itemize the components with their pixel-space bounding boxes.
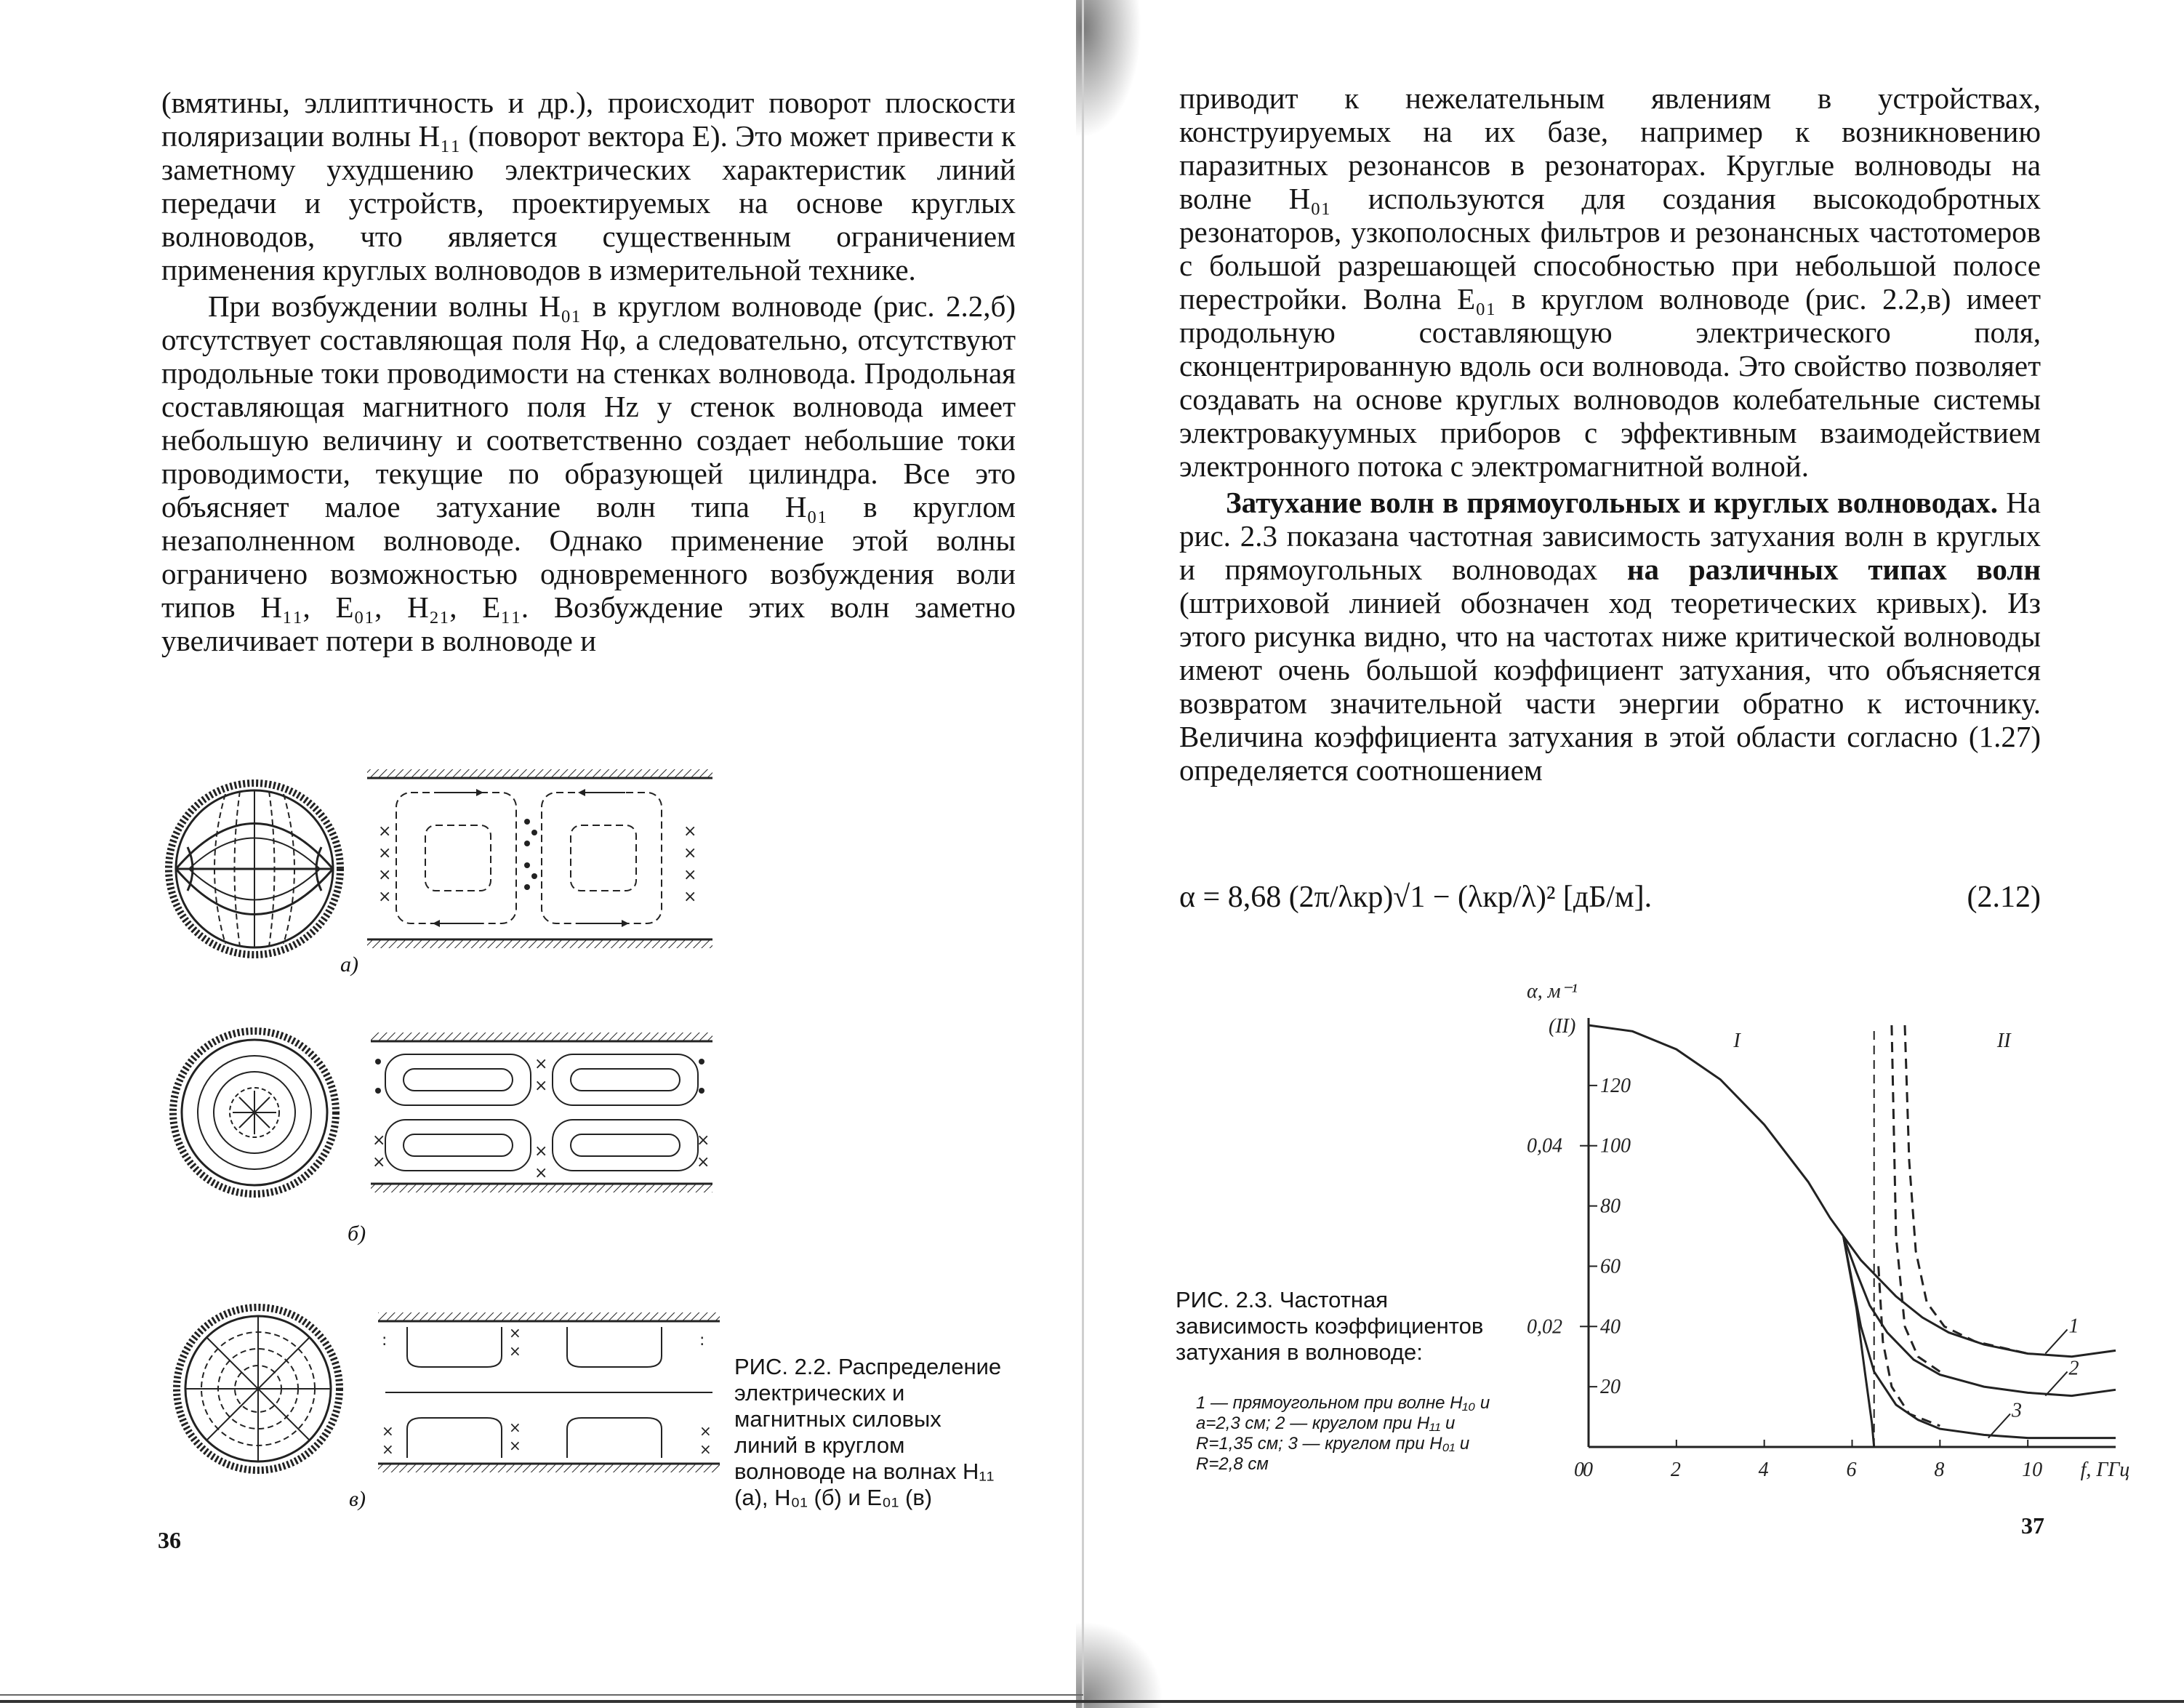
equation-formula: α = 8,68 (2π/λкр)√1 − (λкр/λ)² [дБ/м]. bbox=[1179, 881, 1653, 914]
svg-text:×: × bbox=[534, 1142, 548, 1160]
y-tick-label: 120 bbox=[1600, 1074, 1631, 1097]
fig-c-longitudinal bbox=[378, 1312, 720, 1472]
bottom-edge bbox=[0, 1700, 2184, 1703]
right-paragraph-2 bbox=[1179, 486, 2041, 787]
y-tick-label: 60 bbox=[1600, 1255, 1621, 1278]
series-line-1 bbox=[1843, 1236, 2116, 1357]
series-line-base bbox=[1589, 1025, 1843, 1236]
svg-text:×: × bbox=[696, 1131, 710, 1150]
left-paragraph-2: При возбуждении волны H₀₁ в круглом волноводе (рис. 2.2,б) отсутствует составляющая поля Hφ, а следовательно, отсутствуют продольные токи проводимости на стенках волновода. Продольная составляющая магнитного поля Hz у стенок волновода имеет небольшую величину и соответственно создает небольшие токи проводимости, текущие по образующей цилиндра. Все это объясняет малое затухание волн типа H₀₁ в круглом незаполненном волноводе. Однако применение этой волны ограничено возможностью одновременного возбуждения воли типов H₁₁, E₀₁, H₂₁, E₁₁. Возбуждение этих волн заметно увеличивает потери в волноводе и bbox=[161, 289, 1016, 657]
x-tick-label: 2 bbox=[1670, 1459, 1681, 1481]
book-spine bbox=[1082, 0, 1084, 1708]
figure-2-2-caption: РИС. 2.2. Распределение электрических и магнитных силовых линий в круглом волноводе на волнах H₁₁ (а), H₀₁ (б) и E₀₁ (в) bbox=[734, 1354, 1002, 1510]
svg-text:×: × bbox=[534, 1164, 548, 1182]
svg-text:×: × bbox=[378, 888, 392, 906]
svg-text:×: × bbox=[509, 1324, 521, 1342]
figure-2-3-caption: РИС. 2.3. Частотная зависимость коэффициентов затухания в волноводе: bbox=[1176, 1287, 1484, 1365]
fig-c-cross-section bbox=[177, 1307, 340, 1470]
page-number-right: 37 bbox=[2021, 1512, 2044, 1539]
svg-text:×: × bbox=[534, 1077, 548, 1095]
fig-a-cross-section bbox=[169, 783, 340, 955]
svg-text:×: × bbox=[683, 866, 697, 884]
series-line-theory-2 bbox=[1892, 1025, 1940, 1371]
x-tick-label: 8 bbox=[1934, 1459, 1945, 1481]
region-label-II: II bbox=[1996, 1030, 2011, 1052]
y-axis-secondary-label: (II) bbox=[1549, 1015, 1576, 1038]
curve-label-leader bbox=[1988, 1414, 2010, 1438]
svg-text:×: × bbox=[382, 1422, 394, 1440]
figure-2-3-legend: 1 — прямоугольном при волне H₁₀ и a=2,3 см; 2 — круглом при H₁₁ и R=1,35 см; 3 — круглом при H₀₁ и R=2,8 см bbox=[1196, 1393, 1490, 1474]
right-paragraph-2-bold: на различных типах волн bbox=[1626, 553, 2041, 586]
svg-text:×: × bbox=[372, 1153, 386, 1171]
series-line-theory-1 bbox=[1905, 1025, 2028, 1354]
bottom-edge-left bbox=[0, 1694, 1083, 1696]
svg-text:×: × bbox=[534, 1055, 548, 1073]
svg-text::: : bbox=[382, 1331, 388, 1350]
equation-2-12 bbox=[1179, 880, 2041, 918]
y-tick-label: 100 bbox=[1600, 1134, 1631, 1158]
svg-text:×: × bbox=[509, 1419, 521, 1436]
spine-shadow bbox=[1076, 0, 1141, 138]
fig-a-label: а) bbox=[340, 953, 358, 977]
svg-text:×: × bbox=[372, 1131, 386, 1150]
right-paragraph-2-rest: (штриховой линией обозначен ход теоретических кривых). Из этого рисунка видно, что на частотах ниже критической волноводы имеют очень большой коэффициент затухания, что объясняется возвратом значительной части энергии обратно к источнику. Величина коэффициента затухания в этой области согласно (1.27) определяется соотношением bbox=[1179, 586, 2041, 787]
svg-text:×: × bbox=[378, 844, 392, 862]
curve-label-leader bbox=[2045, 1329, 2067, 1353]
y-tick-label: 40 bbox=[1600, 1315, 1621, 1339]
svg-text:×: × bbox=[699, 1440, 712, 1458]
svg-text::: : bbox=[699, 1331, 705, 1350]
curve-label-leader bbox=[2045, 1371, 2067, 1395]
right-body-text bbox=[1179, 81, 2041, 787]
series-line-theory-3 bbox=[1879, 1266, 1940, 1426]
svg-text:×: × bbox=[509, 1342, 521, 1360]
spine-shadow-bottom bbox=[1076, 1621, 1163, 1708]
region-label-I: I bbox=[1733, 1030, 1741, 1052]
x-tick-label: 0 bbox=[1583, 1459, 1593, 1481]
page-number-left: 36 bbox=[158, 1527, 181, 1553]
y-secondary-tick-label: 0,02 bbox=[1527, 1315, 1562, 1339]
svg-text:×: × bbox=[699, 1422, 712, 1440]
x-tick-label: 6 bbox=[1846, 1459, 1857, 1481]
right-paragraph-1: приводит к нежелательным явлениям в устройствах, конструируемых на их базе, например к возникновению паразитных резонансов в резонаторах. Круглые волноводы на волне H₀₁ используются для создания высокодобротных резонаторов, узкополосных фильтров и резонансных частотомеров с большой разрешающей способностью при небольшой полосе перестройки. Волна E₀₁ в круглом волноводе (рис. 2.2,в) имеет продольную составляющую электрического поля, сконцентрированную вдоль оси волновода. Это свойство позволяет создавать на основе круглых волноводов колебательные системы электровакуумных приборов с эффективным взаимодействием электронного потока с электромагнитной волной. bbox=[1179, 81, 2041, 483]
y-axis-label: α, м⁻¹ bbox=[1527, 980, 1578, 1003]
left-body-text bbox=[161, 86, 1016, 657]
figure-2-2 bbox=[160, 749, 742, 1520]
y-secondary-tick-label: 0,04 bbox=[1527, 1134, 1562, 1158]
fig-b-cross-section bbox=[173, 1031, 336, 1194]
svg-text:×: × bbox=[683, 888, 697, 906]
x-axis-label: f, ГГц bbox=[2080, 1459, 2130, 1481]
x-tick-label-origin: 0 bbox=[1574, 1459, 1584, 1481]
y-tick-label: 20 bbox=[1600, 1376, 1621, 1399]
fig-a-longitudinal bbox=[367, 769, 712, 948]
curve-label: 3 bbox=[2012, 1399, 2022, 1422]
svg-text:×: × bbox=[509, 1437, 521, 1454]
section-heading: Затухание волн в прямоугольных и круглых волноводах. bbox=[1226, 486, 1998, 519]
curve-label: 1 bbox=[2068, 1315, 2079, 1338]
right-paragraph-2-body: На рис. 2.3 показана частотная зависимость затухания волн в круглых и прямоугольных волноводах bbox=[1179, 486, 2041, 586]
figure-2-3-chart bbox=[1519, 967, 2174, 1491]
svg-text:×: × bbox=[378, 822, 392, 841]
svg-text:×: × bbox=[378, 866, 392, 884]
y-tick-label: 80 bbox=[1600, 1195, 1621, 1218]
fig-b-longitudinal bbox=[371, 1033, 712, 1192]
svg-text:×: × bbox=[382, 1440, 394, 1458]
fig-c-label: в) bbox=[349, 1487, 366, 1511]
fig-b-label: б) bbox=[348, 1222, 366, 1246]
x-tick-label: 4 bbox=[1758, 1459, 1769, 1481]
svg-text:×: × bbox=[683, 822, 697, 841]
svg-text:×: × bbox=[696, 1153, 710, 1171]
x-tick-label: 10 bbox=[2022, 1459, 2043, 1481]
left-paragraph-1: (вмятины, эллиптичность и др.), происходит поворот плоскости поляризации волны H₁₁ (поворот вектора E). Это может привести к заметному ухудшению электрических характеристик линий передачи и устройств, проектируемых на основе круглых волноводов, что является существенным ограничением применения круглых волноводов в измерительной технике. bbox=[161, 86, 1016, 286]
svg-text:×: × bbox=[683, 844, 697, 862]
equation-number: (2.12) bbox=[1967, 881, 2041, 914]
curve-label: 2 bbox=[2068, 1357, 2079, 1380]
